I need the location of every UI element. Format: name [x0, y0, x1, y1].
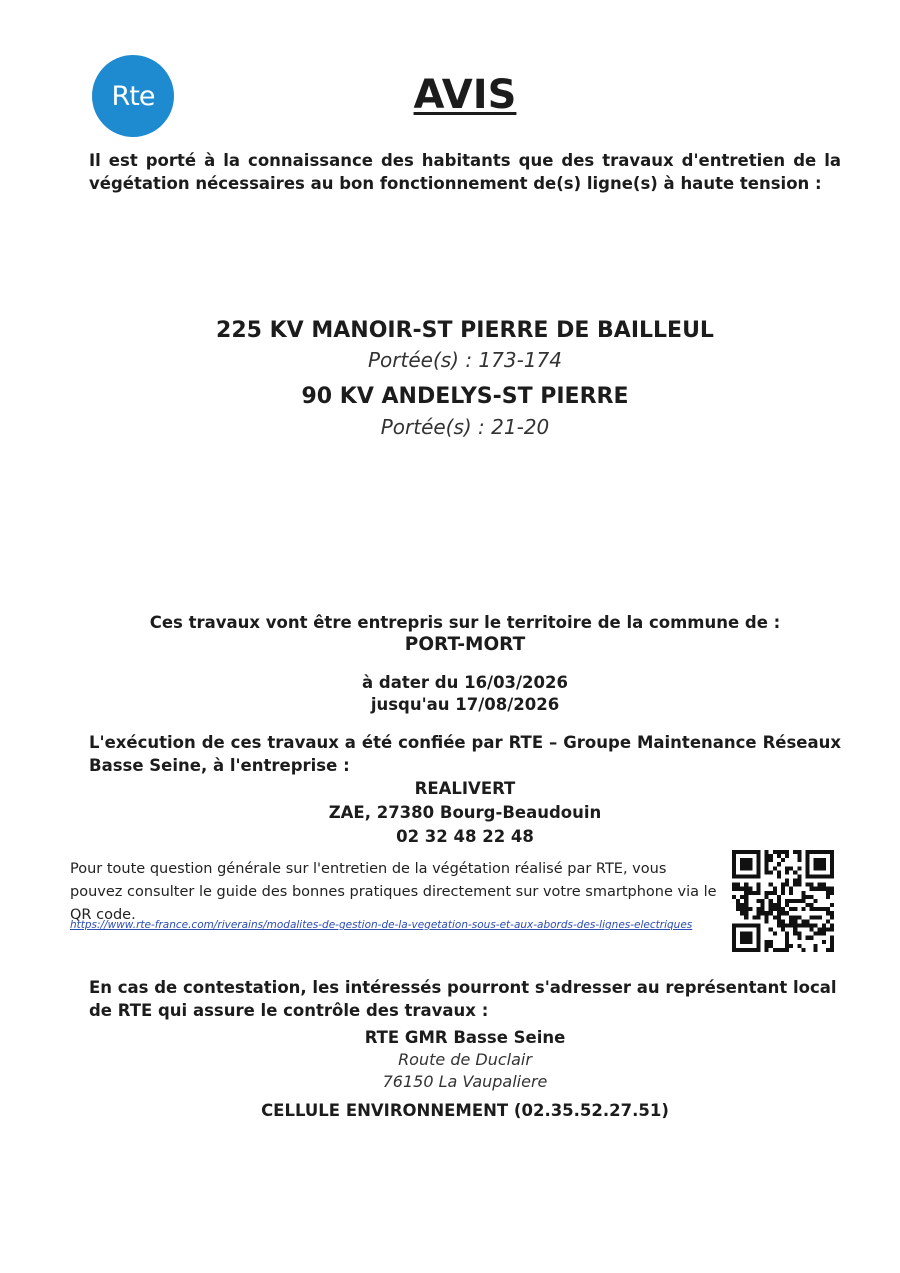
end-date: jusqu'au 17/08/2026 [370, 695, 560, 714]
representative-name: RTE GMR Basse Seine [364, 1028, 566, 1047]
line-name-2: 90 KV ANDELYS-ST PIERRE [301, 384, 629, 409]
commune-name: PORT-MORT [404, 634, 526, 655]
territory-intro: Ces travaux vont être entrepris sur le territoire de la commune de : [149, 613, 781, 632]
logo-text: Rte [111, 80, 155, 112]
representative-street: Route de Duclair [398, 1050, 532, 1069]
line-name-1: 225 KV MANOIR-ST PIERRE DE BAILLEUL [216, 318, 714, 343]
line-spans-1: Portée(s) : 173-174 [367, 348, 562, 372]
start-date: à dater du 16/03/2026 [362, 673, 568, 692]
company-address: ZAE, 27380 Bourg-Beaudouin [328, 803, 602, 822]
representative-city: 76150 La Vaupaliere [382, 1072, 548, 1091]
contest-paragraph: En cas de contestation, les intéressés pourront s'adresser au représentant local de RTE qui assure le contrôle des travaux : [89, 978, 837, 1020]
page-title: AVIS [413, 72, 517, 118]
company-phone: 02 32 48 22 48 [396, 827, 534, 846]
intro-paragraph: Il est porté à la connaissance des habitants que des travaux d'entretien de la végétation nécessaires au bon fonctionnement de(s) ligne(s) à haute tension : [89, 151, 841, 193]
company-name: REALIVERT [414, 779, 516, 798]
line-spans-2: Portée(s) : 21-20 [380, 415, 550, 439]
execution-paragraph: L'exécution de ces travaux a été confiée par RTE – Groupe Maintenance Réseaux Basse Seine, à l'entreprise : [89, 733, 841, 775]
qr-code-icon[interactable] [732, 850, 834, 952]
guide-link[interactable]: https://www.rte-france.com/riverains/modalites-de-gestion-de-la-vegetation-sous-et-aux-abords-des-lignes-electriques [70, 919, 693, 931]
environment-cell: CELLULE ENVIRONNEMENT (02.35.52.27.51) [261, 1101, 669, 1120]
guide-text: Pour toute question générale sur l'entretien de la végétation réalisé par RTE, vous pouvez consulter le guide des bonnes pratiques directement sur votre smartphone via le QR code. [70, 861, 717, 923]
